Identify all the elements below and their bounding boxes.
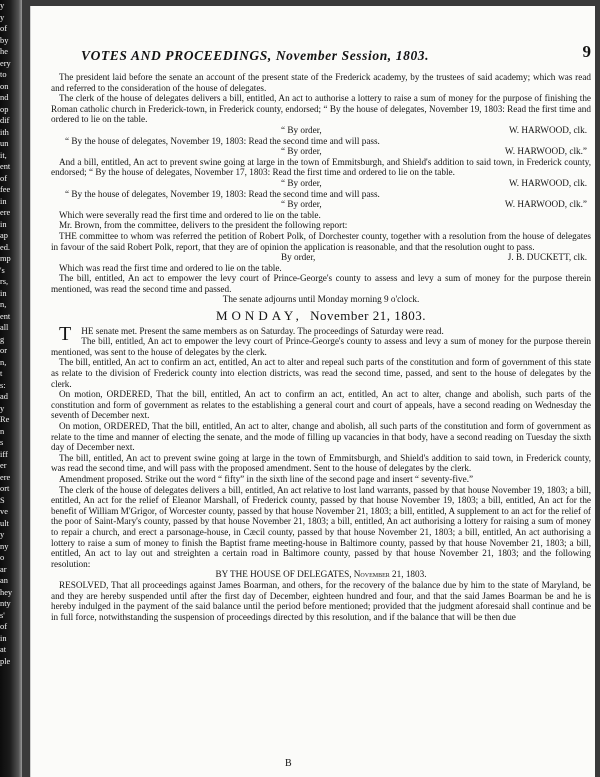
previous-page-fragment-text: nty: [0, 599, 11, 608]
previous-page-fragment: [0, 0, 30, 777]
by-order-line: [51, 146, 591, 157]
previous-page-fragment-text: ere: [0, 472, 11, 482]
previous-page-fragment-text: all: [0, 323, 9, 332]
previous-page-fragment-text: in: [0, 288, 7, 298]
previous-page-fragment-text: he: [0, 47, 8, 56]
paragraph: The bill, entitled, An act to empower the levy court of Prince-George's county to assess and levy a sum of money for the purpose therein mentioned, was sent to the house of delegates by the clerk.: [51, 336, 591, 357]
adjournment-note: The senate adjourns until Monday morning 9 o'clock.: [222, 294, 420, 305]
previous-page-fragment-text: hey: [0, 587, 13, 597]
day-name: MONDAY,: [215, 308, 303, 324]
previous-page-fragment-text: mp: [0, 254, 11, 263]
paragraph: The bill, entitled, An act to confirm an act, entitled, An act to alter and repeal such parts of the constitution and form of government of this state as relate to the division of Frederick county into election districts, was read the second time, passed, and sent to the house of delegates by the clerk.: [51, 357, 591, 389]
resolution-text: RESOLVED, That all proceedings against James Boarman, and others, for the recovery of the balance due by him to the state of Maryland, be and they are hereby suspended until after the first day of December, eighteen hundred and four, and that the said James Boarman be and he is hereby indulged in the payment of the said balance until the period before mentioned; provided that the judgment aforesaid shall continue and be in full force, notwithstanding the suspension of proceedings directed by this resolution, and if the balance that will be then due: [51, 579, 591, 622]
previous-page-fragment-text: ent: [0, 162, 11, 171]
previous-page-fragment-text: ult: [0, 518, 9, 528]
paragraph: The bill, entitled, An act to prevent swine going at large in the town of Emmitsburgh, and Shield's addition to said town, in Frederick county, was read the second time, and will pass with the proposed amendment. Sent to the house of delegates by the clerk.: [51, 452, 591, 474]
previous-page-fragment-text: on: [0, 81, 9, 91]
previous-page-fragment-text: of: [0, 24, 7, 33]
previous-page-fragment-text: y: [0, 530, 5, 539]
previous-page-fragment-text: s': [0, 610, 5, 620]
previous-page-fragment-text: S: [0, 495, 5, 505]
paragraph: On motion, ORDERED, That the bill, entitled, An act to confirm an act, entitled, An act to alter, change and abolish, such parts of the constitution and form of government as relates to the establishing a general court and court of appeals, have a second reading on Wednesday the seventh of December next.: [51, 389, 591, 421]
previous-page-fragment-text: ed.: [0, 242, 10, 252]
previous-page-fragment-text: op: [0, 104, 9, 114]
paragraph: “ By the house of delegates, November 19, 1803: Read the second time and will pass.: [65, 188, 380, 199]
previous-page-fragment-text: at: [0, 645, 7, 654]
previous-page-fragment-text: of: [0, 173, 7, 183]
previous-page-fragment-text: ent: [0, 311, 11, 321]
resolution-heading: BY THE HOUSE OF DELEGATES, November 21, 1803.: [215, 569, 427, 580]
running-title: VOTES AND PROCEEDINGS, November Session, 1803.: [81, 48, 430, 63]
paragraph: The clerk of the house of delegates delivers a bill, entitled, An act to authorise a lottery to raise a sum of money for the purpose of finishing the Roman catholic church in Frederick-town, in Frederick county, endorsed; “ By the house of delegates, November 19, 1803: Read the first time and ordered to lie on the table.: [51, 93, 591, 125]
previous-page-fragment-text: s: [0, 438, 4, 447]
previous-page-fragment-text: or: [0, 346, 7, 355]
previous-page-fragment-text: rs,: [0, 277, 9, 286]
previous-page-fragment-text: in: [0, 633, 7, 643]
signature-mark: B: [285, 758, 292, 769]
previous-page-fragment-text: er: [0, 461, 7, 470]
running-head: [51, 42, 591, 68]
by-order-line: [51, 199, 591, 210]
by-order-line: [51, 178, 591, 189]
paragraph: Mr. Brown, from the committee, delivers to the president the following report:: [59, 220, 348, 231]
document-page: [30, 6, 595, 777]
previous-page-fragment-text: ery: [0, 58, 11, 68]
paragraph: Amendment proposed. Strike out the word “ fifty” in the sixth line of the second page and insert “ seventy-five.”: [59, 473, 474, 484]
paragraph: “ By the house of delegates, November 19, 1803: Read the second time and will pass.: [65, 135, 380, 146]
previous-page-fragment-text: ere: [0, 208, 11, 217]
clerk-signature: J. B. DUCKETT, clk.: [507, 252, 587, 263]
previous-page-fragment-text: Re: [0, 415, 10, 424]
clerk-signature: W. HARWOOD, clk.”: [504, 146, 587, 157]
by-order: “ By order,: [281, 177, 322, 188]
previous-page-fragment-text: nd: [0, 93, 9, 102]
previous-page-fragment-text: t: [0, 369, 3, 378]
previous-page-fragment-text: ad: [0, 392, 8, 401]
day-heading: [51, 308, 591, 324]
previous-page-fragment-text: dif: [0, 116, 10, 125]
paragraph: The president laid before the senate an account of the present state of the Frederick academy, by the trustees of said academy; which was read and referred to the consideration of the house of delegates.: [51, 72, 591, 93]
previous-page-fragment-text: n,: [0, 357, 7, 367]
by-order: “ By order,: [281, 124, 322, 135]
previous-page-fragment-text: ap: [0, 231, 8, 240]
previous-page-fragment-text: y: [0, 12, 5, 22]
page-number: 9: [582, 42, 591, 61]
previous-page-fragment-text: ple: [0, 656, 11, 666]
by-order-line: [51, 125, 591, 136]
day-date: November 21, 1803.: [310, 308, 426, 324]
previous-page-fragment-text: ar: [0, 564, 7, 574]
paragraph: And a bill, entitled, An act to prevent swine going at large in the town of Emmitsburgh, and Shield's addition to said town, in Frederick county, endorsed; “ By the house of delegates, November 17, 1803: Read the first time and ordered to lie on the table.: [51, 156, 591, 178]
paragraph: The clerk of the house of delegates delivers a bill, entitled, An act relative to lost land warrants, passed by that house November 19, 1803; a bill, entitled, An act for the relief of Eleanor Marshall, of Frederick county, passed by that house November 19, 1803; a bill, entitled, An act for the benefit of William M'Grigor, of Worcester county, passed by that house November 21, 1803; a bill, entitled, A supplement to an act for the relief of the poor of Saint-Mary's county, passed by that house November 21, 1803; a bill, entitled, An act authorising a lottery for raising a sum of money to repair a church, and erect a parsonage-house, in Cæcil county, passed by that house November 21, 1803; a bill, entitled, An act authorising a lottery to raise a sum of money to finish the Baptist frame meeting-house in Baltimore county, passed by that house November 21, 1803; a bill, entitled, An act to lay out and streighten a certain road in Baltimore county, passed by that house November 21, 1803; and the following resolution:: [51, 484, 591, 569]
previous-page-fragment-text: un: [0, 139, 9, 148]
previous-page-fragment-text: to: [0, 70, 7, 79]
clerk-signature: W. HARWOOD, clk.: [508, 124, 587, 135]
paragraph: Which was read the first time and ordered to lie on the table.: [59, 262, 282, 273]
previous-page-fragment-text: it,: [0, 150, 7, 160]
by-order: By order,: [281, 252, 316, 263]
previous-page-fragment-text: in: [0, 196, 7, 206]
previous-page-fragment-text: ve: [0, 507, 8, 516]
clerk-signature: W. HARWOOD, clk.”: [504, 199, 587, 210]
page-body: [51, 72, 591, 622]
previous-page-fragment-text: an: [0, 576, 8, 585]
previous-page-fragment-text: y: [0, 403, 5, 413]
previous-page-fragment-text: n,: [0, 300, 7, 309]
previous-page-fragment-text: of: [0, 622, 7, 631]
by-order: “ By order,: [281, 199, 322, 210]
previous-page-fragment-text: ort: [0, 484, 10, 493]
by-order-line: [51, 252, 591, 263]
paragraph: THE senate met. Present the same members as on Saturday. The proceedings of Saturday were read.: [59, 322, 444, 345]
paragraph: The bill, entitled, An act to empower the levy court of Prince-George's county to assess and levy a sum of money for the purpose therein mentioned, was read the second time and passed.: [51, 273, 591, 294]
previous-page-fragment-text: by: [0, 35, 9, 45]
previous-page-fragment-text: g: [0, 334, 5, 344]
previous-page-fragment-text: in: [0, 219, 7, 229]
previous-page-fragment-text: ny: [0, 541, 9, 551]
previous-page-fragment-text: y: [0, 1, 5, 10]
previous-page-fragment-text: ith: [0, 127, 9, 137]
previous-page-fragment-text: fee: [0, 185, 11, 194]
previous-page-fragment-text: n: [0, 426, 5, 436]
previous-page-fragment-text: s:: [0, 380, 6, 390]
previous-page-fragment-text: 's: [0, 265, 5, 275]
clerk-signature: W. HARWOOD, clk.: [508, 177, 587, 188]
previous-page-fragment-text: iff: [0, 449, 8, 459]
previous-page-fragment-text: o: [0, 553, 5, 562]
paragraph: Which were severally read the first time and ordered to lie on the table.: [59, 209, 321, 220]
paragraph: On motion, ORDERED, That the bill, entitled, An act to alter, change and abolish, all such parts of the constitution and form of government as relate to the time and manner of electing the senate, and the mode of filling up vacancies in that body, have a second reading on Tuesday the sixth day of December next.: [51, 421, 591, 453]
by-order: “ By order,: [281, 146, 322, 157]
committee-report: THE committee to whom was referred the petition of Robert Polk, of Dorchester county, together with a resolution from the house of delegates in favour of the said Robert Polk, report, that they are of opinion the application is reasonable, and that the resolution ought to pass.: [51, 230, 591, 252]
